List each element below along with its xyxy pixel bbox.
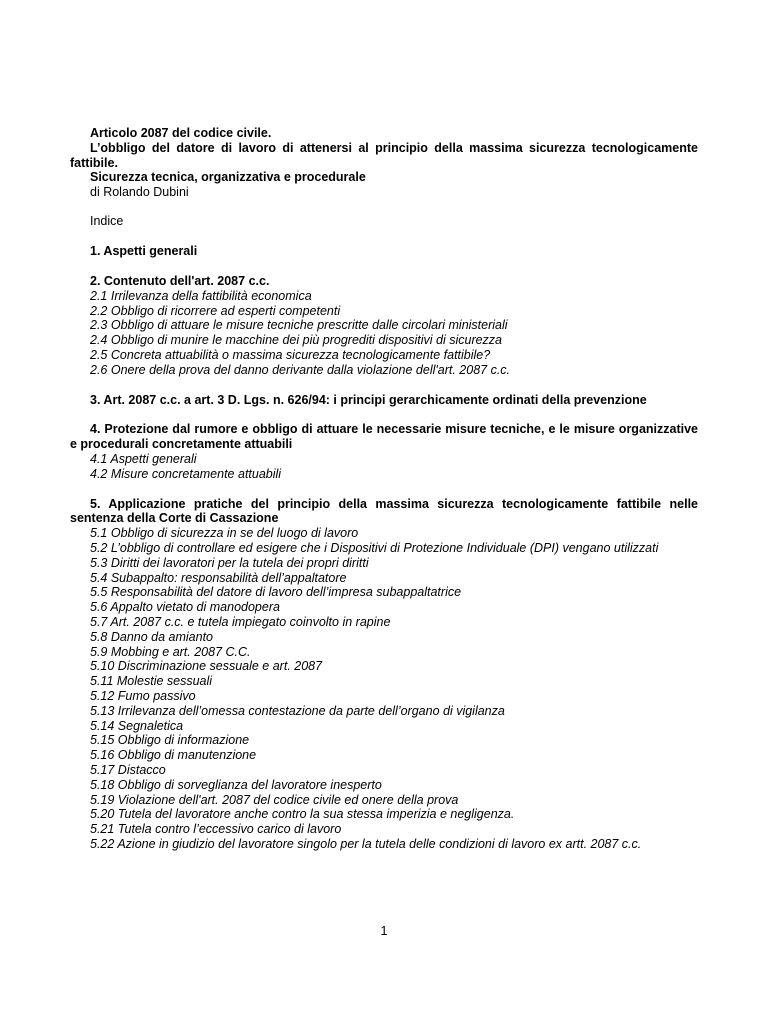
document-page: [70, 126, 698, 852]
section-4-heading: 4. Protezione dal rumore e obbligo di attuare le necessarie misure tecniche, e le misure organizzative e procedurali concretamente attuabili: [70, 422, 698, 452]
section-5-item: 5.10 Discriminazione sessuale e art. 2087: [90, 659, 323, 674]
section-3-heading: 3. Art. 2087 c.c. a art. 3 D. Lgs. n. 626/94: i principi gerarchicamente ordinati della prevenzione: [90, 392, 647, 407]
section-5-item: 5.16 Obbligo di manutenzione: [90, 748, 257, 763]
doc-subtitle: L’obbligo del datore di lavoro di attenersi al principio della massima sicurezza tecnologicamente fattibile.: [70, 140, 698, 170]
section-5-item: 5.8 Danno da amianto: [90, 629, 214, 644]
section-4-item: 4.1 Aspetti generali: [90, 452, 197, 467]
section-5-item: 5.5 Responsabilità del datore di lavoro dell’impresa subappaltatrice: [90, 585, 462, 600]
section-5-item: 5.2 L’obbligo di controllare ed esigere che i Dispositivi di Protezione Individuale (DPI) vengano utilizzati: [90, 541, 659, 556]
section-2-heading: 2. Contenuto dell'art. 2087 c.c.: [90, 274, 270, 289]
section-2-item: 2.3 Obbligo di attuare le misure tecniche prescritte dalle circolari ministeriali: [90, 318, 508, 333]
section-5-item: 5.20 Tutela del lavoratore anche contro la sua stessa imperizia e negligenza.: [90, 807, 515, 822]
section-5-item: 5.19 Violazione dell'art. 2087 del codice civile ed onere della prova: [90, 792, 459, 807]
section-5-item: 5.11 Molestie sessuali: [90, 674, 213, 689]
section-2-item: 2.2 Obbligo di ricorrere ad esperti competenti: [90, 303, 341, 318]
section-5-item: 5.4 Subappalto: responsabilità dell’appaltatore: [90, 570, 347, 585]
section-5-item: 5.14 Segnaletica: [90, 718, 184, 733]
section-5-heading: 5. Applicazione pratiche del principio della massima sicurezza tecnologicamente fattibile nelle sentenza della Corte di Cassazione: [70, 496, 698, 526]
section-5-item: 5.21 Tutela contro l’eccessivo carico di lavoro: [90, 822, 342, 837]
section-5-item: 5.22 Azione in giudizio del lavoratore singolo per la tutela delle condizioni di lavoro ex artt. 2087 c.c.: [90, 836, 642, 851]
index-label: Indice: [90, 214, 124, 229]
section-5-item: 5.6 Appalto vietato di manodopera: [90, 600, 280, 615]
section-5-item: 5.17 Distacco: [90, 762, 166, 777]
section-1-heading: 1. Aspetti generali: [90, 244, 198, 259]
section-5-item: 5.18 Obbligo di sorveglianza del lavoratore inesperto: [90, 777, 382, 792]
section-2-item: 2.1 Irrilevanza della fattibilità economica: [90, 288, 312, 303]
doc-title: Articolo 2087 del codice civile.: [90, 126, 272, 140]
page-number: 1: [380, 923, 388, 938]
section-2-item: 2.6 Onere della prova del danno derivante dalla violazione dell'art. 2087 c.c.: [90, 362, 511, 377]
section-4-item: 4.2 Misure concretamente attuabili: [90, 466, 282, 481]
section-5-item: 5.3 Diritti dei lavoratori per la tutela dei propri diritti: [90, 555, 369, 570]
section-2-item: 2.4 Obbligo di munire le macchine dei più progrediti dispositivi di sicurezza: [90, 333, 503, 348]
section-5-item: 5.9 Mobbing e art. 2087 C.C.: [90, 644, 251, 659]
section-2-item: 2.5 Concreta attuabilità o massima sicurezza tecnologicamente fattibile?: [90, 348, 491, 363]
section-5-item: 5.7 Art. 2087 c.c. e tutela impiegato coinvolto in rapine: [90, 615, 391, 630]
doc-author: di Rolando Dubini: [90, 185, 189, 200]
section-5-item: 5.12 Fumo passivo: [90, 689, 196, 703]
section-5-item: 5.13 Irrilevanza dell’omessa contestazione da parte dell’organo di vigilanza: [90, 703, 505, 718]
section-5-item: 5.15 Obbligo di informazione: [90, 733, 250, 748]
doc-subheading: Sicurezza tecnica, organizzativa e procedurale: [90, 170, 366, 185]
section-5-item: 5.1 Obbligo di sicurezza in se del luogo di lavoro: [90, 526, 359, 541]
